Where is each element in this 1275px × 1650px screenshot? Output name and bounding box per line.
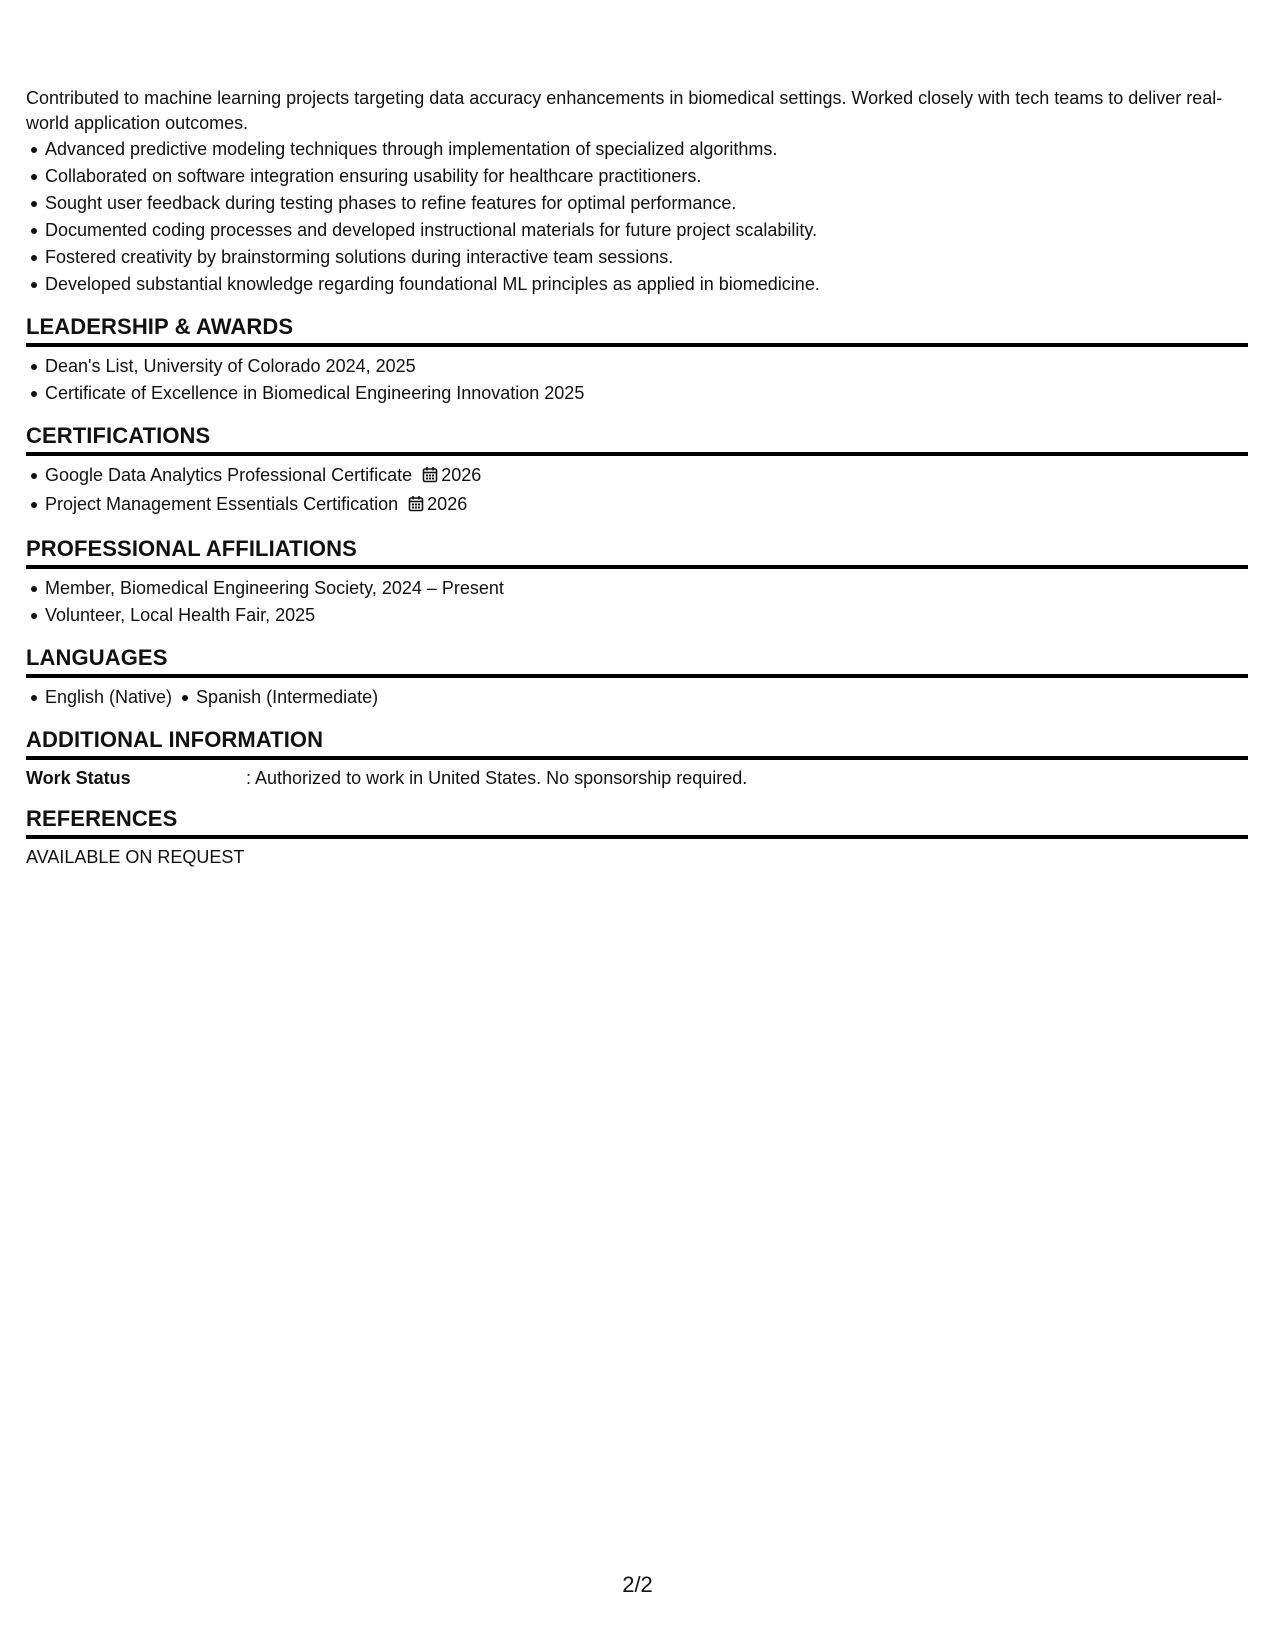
- section-title: ADDITIONAL INFORMATION: [26, 727, 1248, 760]
- certifications-section: [26, 423, 1248, 520]
- work-status-label: Work Status: [26, 768, 131, 788]
- list-item: Certificate of Excellence in Biomedical Engineering Innovation 2025: [45, 380, 1248, 407]
- list-item: Collaborated on software integration ensuring usability for healthcare practitioners.: [45, 163, 1248, 190]
- experience-bullet-list: [26, 136, 1248, 298]
- list-item: Member, Biomedical Engineering Society, 2024 – Present: [45, 575, 1248, 602]
- list-item: [45, 462, 1248, 491]
- leadership-section: [26, 314, 1248, 407]
- additional-info-section: [26, 727, 1248, 790]
- work-status-row: [26, 766, 1248, 790]
- section-title: PROFESSIONAL AFFILIATIONS: [26, 536, 1248, 569]
- list-item: Advanced predictive modeling techniques through implementation of specialized algorithms.: [45, 136, 1248, 163]
- affiliations-section: [26, 536, 1248, 629]
- list-item: Dean's List, University of Colorado 2024, 2025: [45, 353, 1248, 380]
- section-title: CERTIFICATIONS: [26, 423, 1248, 456]
- section-title: LEADERSHIP & AWARDS: [26, 314, 1248, 347]
- list-item: Sought user feedback during testing phases to refine features for optimal performance.: [45, 190, 1248, 217]
- language-item: English (Native): [45, 684, 172, 711]
- section-title: LANGUAGES: [26, 645, 1248, 678]
- resume-page: [26, 86, 1248, 869]
- calendar-icon: [422, 464, 438, 491]
- list-item: Volunteer, Local Health Fair, 2025: [45, 602, 1248, 629]
- certification-year: 2026: [441, 465, 482, 485]
- list-item: [45, 491, 1248, 520]
- section-title: REFERENCES: [26, 806, 1248, 839]
- languages-section: [26, 645, 1248, 711]
- experience-summary: Contributed to machine learning projects targeting data accuracy enhancements in biomedical settings. Worked closely with tech teams to deliver real-world application outcomes.: [26, 88, 1223, 133]
- languages-list: [26, 684, 1248, 711]
- leadership-list: [26, 353, 1248, 407]
- certification-name: Google Data Analytics Professional Certificate: [45, 465, 413, 485]
- affiliations-list: [26, 575, 1248, 629]
- calendar-icon: [408, 493, 424, 520]
- list-item: Documented coding processes and developed instructional materials for future project scalability.: [45, 217, 1248, 244]
- certification-year: 2026: [427, 494, 468, 514]
- references-text: AVAILABLE ON REQUEST: [26, 847, 245, 867]
- certifications-list: [26, 462, 1248, 520]
- references-section: [26, 806, 1248, 869]
- language-item: Spanish (Intermediate): [196, 684, 378, 711]
- page-number: 2/2: [622, 1572, 653, 1597]
- work-status-value: : Authorized to work in United States. No sponsorship required.: [246, 768, 748, 788]
- list-item: Developed substantial knowledge regarding foundational ML principles as applied in biomedicine.: [45, 271, 1248, 298]
- list-item: Fostered creativity by brainstorming solutions during interactive team sessions.: [45, 244, 1248, 271]
- certification-name: Project Management Essentials Certification: [45, 494, 399, 514]
